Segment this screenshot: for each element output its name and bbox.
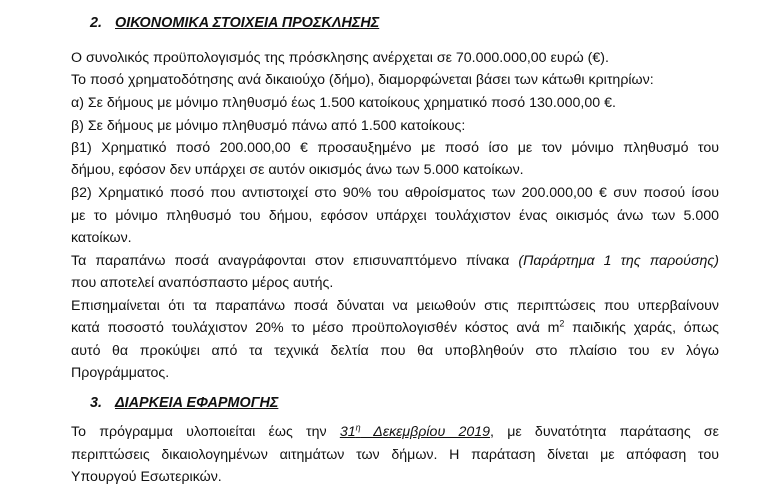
annex-text: Τα παραπάνω ποσά αναγράφονται στον επισυναπτόμενο πίνακα — [71, 253, 519, 269]
paragraph-criteria: Το ποσό χρηματοδότησης ανά δικαιούχο (δήμο), διαμορφώνεται βάσει των κάτωθι κριτηρίων: — [71, 72, 654, 88]
section-3-heading — [0, 393, 784, 413]
annex-reference-line1 — [71, 251, 719, 271]
section-2-title: ΟΙΚΟΝΟΜΙΚΑ ΣΤΟΙΧΕΙΑ ΠΡΟΣΚΛΗΣΗΣ — [115, 15, 380, 31]
section-2-heading — [0, 13, 784, 33]
criterion-a: α) Σε δήμους με μόνιμο πληθυσμό έως 1.500 κατοίκους χρηματικό ποσό 130.000,00 €. — [71, 95, 616, 111]
criterion-b1-line2: δήμου, εφόσον δεν υπάρχει σε αυτόν οικισμός άνω των 5.000 κατοίκων. — [71, 162, 524, 178]
duration-text-a: Το πρόγραμμα υλοποιείται έως την — [71, 424, 340, 440]
duration-line1 — [71, 422, 719, 442]
criterion-b2-line2: με το μόνιμο πληθυσμό του δήμου, εφόσον υπάρχει τουλάχιστον ένας οικισμός άνω των 5.000 — [71, 208, 719, 224]
duration-line3: Υπουργού Εσωτερικών. — [71, 469, 222, 485]
reduction-line3: αυτό θα προκύψει από τα τεχνικά δελτία που θα υποβληθούν στο πλαίσιο του εν λόγω — [71, 343, 719, 359]
reduction-text-a: κατά ποσοστό τουλάχιστον 20% το μέσο προϋπολογισθέν κόστος ανά m — [71, 320, 560, 336]
annex-reference-line2: που αποτελεί αναπόσπαστο μέρος αυτής. — [71, 275, 334, 291]
duration-text-b: , με δυνατότητα παράτασης σε — [490, 424, 719, 440]
square-superscript: 2 — [559, 318, 565, 329]
reduction-text-b: παιδικής χαράς, όπως — [564, 320, 720, 336]
section-3-title: ΔΙΑΡΚΕΙΑ ΕΦΑΡΜΟΓΗΣ — [115, 395, 279, 411]
criterion-b1-line1: β1) Χρηματικό ποσό 200.000,00 € προσαυξημένο με ποσό ίσο με τον μόνιμο πληθυσμό του — [71, 140, 719, 156]
criterion-b2-line3: κατοίκων. — [71, 230, 132, 246]
deadline-date: $31^\eta$ Δεκεμβρίου 2019 — [339, 422, 491, 440]
paragraph-budget: Ο συνολικός προϋπολογισμός της πρόσκλησης ανέρχεται σε 70.000.000,00 ευρώ (€). — [71, 50, 609, 66]
reduction-line2 — [71, 318, 719, 338]
reduction-line1: Επισημαίνεται ότι τα παραπάνω ποσά δύναται να μειωθούν στις περιπτώσεις που υπερβαίνουν — [71, 298, 719, 314]
annex-link-text: (Παράρτημα 1 της παρούσης) — [518, 253, 720, 269]
section-3-number: 3. — [90, 395, 103, 411]
criterion-b: β) Σε δήμους με μόνιμο πληθυσμό πάνω από 1.500 κατοίκους: — [71, 118, 466, 134]
criterion-b2-line1: β2) Χρηματικό ποσό που αντιστοιχεί στο 90% του αθροίσματος των 200.000,00 € συν ποσού ίσου — [71, 185, 719, 201]
section-2-number: 2. — [90, 15, 103, 31]
reduction-line4: Προγράμματος. — [71, 365, 170, 381]
duration-line2: περιπτώσεις δικαιολογημένων αιτημάτων των δήμων. Η παράταση δίνεται με απόφαση του — [71, 447, 719, 463]
